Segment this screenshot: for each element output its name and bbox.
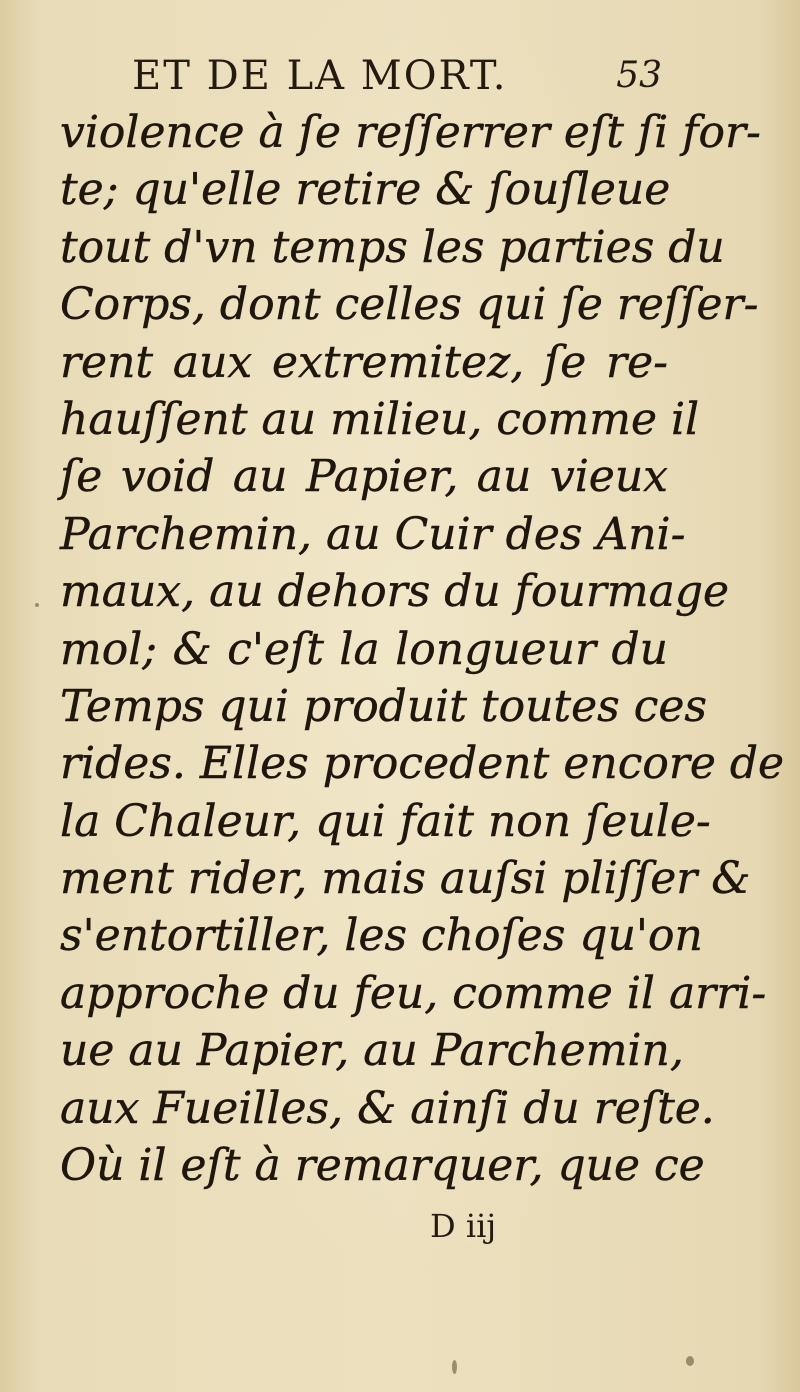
text-line: la Chaleur, qui fait non ſeule- [60, 795, 711, 847]
text-line: maux, au dehors du fourmage [60, 566, 730, 618]
ink-speck [452, 1360, 457, 1374]
text-line: te; qu'elle retire & ſouſleue [60, 164, 671, 216]
text-line: Où il eſt à remarquer, que ce [60, 1140, 705, 1192]
text-line: ment rider, mais auſsi pliſſer & [60, 853, 751, 905]
ink-speck [686, 1356, 694, 1366]
text-line: s'entortiller, les choſes qu'on [60, 910, 703, 962]
text-line: violence à ſe reſſerrer eſt ſi for- [60, 107, 761, 158]
body-text [60, 104, 785, 1194]
running-title: ET DE LA MORT. [132, 53, 508, 99]
text-line: aux Fueilles, & ainſi du reſte. [60, 1082, 715, 1134]
signature-mark: D iij [430, 1207, 497, 1245]
text-line: hauſſent au milieu, comme il [60, 393, 700, 445]
text-line: ſe void au Papier, au vieux [60, 451, 668, 503]
ink-speck [35, 603, 39, 607]
running-header [132, 48, 662, 104]
text-line: rides. Elles procedent encore de [60, 738, 785, 790]
text-line: rent aux extremitez, ſe re- [60, 336, 668, 388]
text-line: ue au Papier, au Parchemin, [60, 1025, 684, 1077]
text-line: mol; & c'eſt la longueur du [60, 623, 668, 675]
page-number: 53 [616, 55, 662, 96]
text-line: Corps, dont celles qui ſe reſſer- [60, 279, 759, 331]
text-line: Parchemin, au Cuir des Ani- [60, 508, 686, 560]
text-line: tout d'vn temps les parties du [60, 221, 725, 273]
text-line: approche du feu, comme il arri- [60, 967, 767, 1019]
text-line: Temps qui produit toutes ces [60, 680, 707, 732]
